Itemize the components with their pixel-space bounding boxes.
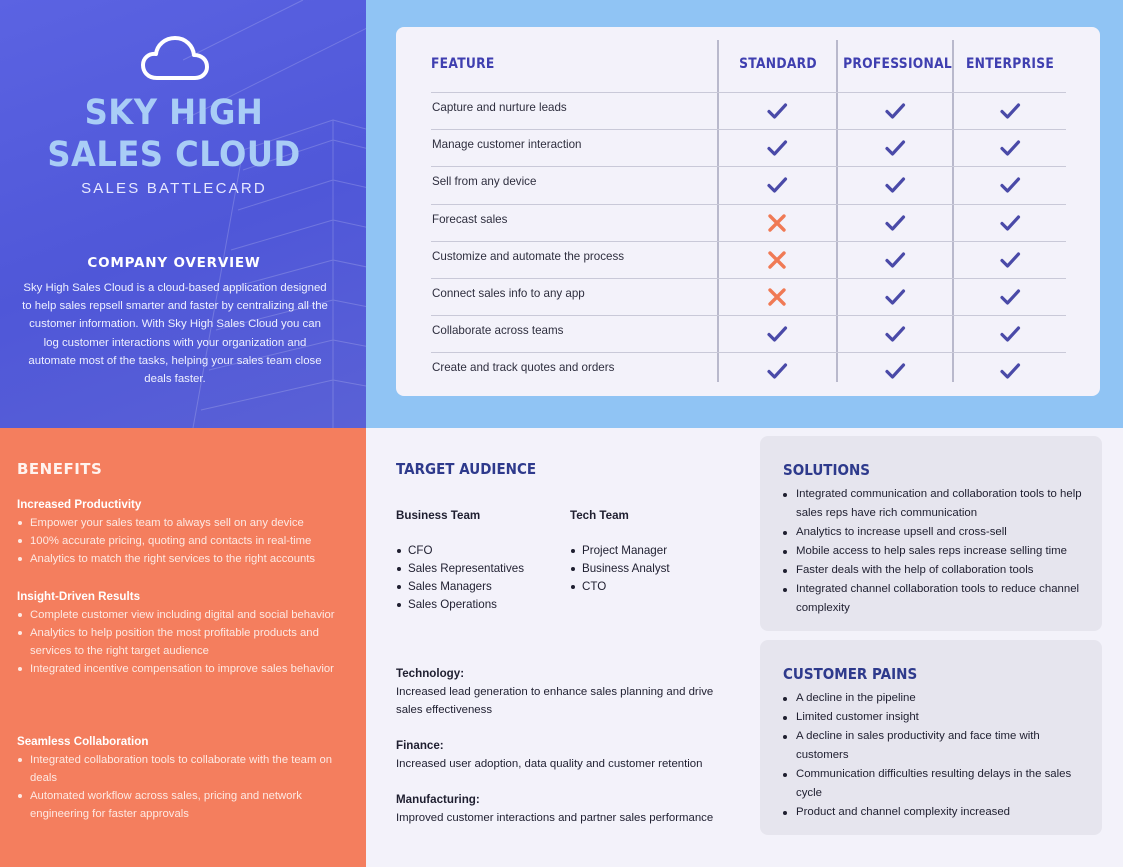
header-standard: STANDARD <box>739 56 817 72</box>
check-icon <box>999 360 1021 382</box>
cross-icon <box>766 212 788 234</box>
list-item: Automated workflow across sales, pricing and network engineering for faster approvals <box>17 787 347 823</box>
check-icon <box>999 212 1021 234</box>
list-item: CTO <box>570 578 670 596</box>
feature-label: Manage customer interaction <box>432 138 582 151</box>
list-item: Integrated collaboration tools to collaborate with the team on deals <box>17 751 347 787</box>
customer-pains-heading: CUSTOMER PAINS <box>783 665 918 683</box>
list-item: Sales Managers <box>396 578 524 596</box>
feature-label: Sell from any device <box>432 175 537 188</box>
list-item: Mobile access to help sales reps increase selling time <box>782 542 1087 561</box>
table-row <box>431 241 1066 278</box>
list-item: Integrated incentive compensation to improve sales behavior <box>17 660 347 678</box>
header-professional: PROFESSIONAL <box>843 56 953 72</box>
feature-table <box>0 0 1123 428</box>
check-icon <box>999 174 1021 196</box>
feature-label: Forecast sales <box>432 213 508 226</box>
benefits-panel <box>0 428 366 867</box>
check-icon <box>999 249 1021 271</box>
table-row <box>431 204 1066 241</box>
benefit-group <box>17 735 347 823</box>
check-icon <box>884 286 906 308</box>
feature-label: Connect sales info to any app <box>432 287 585 300</box>
check-icon <box>766 137 788 159</box>
target-audience-heading: TARGET AUDIENCE <box>396 460 537 478</box>
tech-team-title: Tech Team <box>570 509 629 522</box>
industry-text: Improved customer interactions and partner sales performance <box>396 812 714 824</box>
subtitle: SALES BATTLECARD <box>81 180 267 197</box>
list-item: Faster deals with the help of collaboration tools <box>782 561 1087 580</box>
target-audience-panel <box>366 428 760 867</box>
benefit-group <box>17 498 347 568</box>
table-row <box>431 129 1066 166</box>
list-item: Analytics to match the right services to the right accounts <box>17 550 347 568</box>
check-icon <box>766 174 788 196</box>
table-row <box>431 278 1066 315</box>
industry-title: Technology: <box>396 667 465 680</box>
header-enterprise: ENTERPRISE <box>965 56 1055 72</box>
industry-text: Increased user adoption, data quality and customer retention <box>396 758 703 770</box>
feature-label: Customize and automate the process <box>432 250 625 263</box>
company-overview-text: Sky High Sales Cloud is a cloud-based application designed to help sales repsell smarter and faster by centralizing all the customer information. With Sky High Sales Cloud you can log customer interactions with your organization and automate most of the tasks, helping your sales team close deals faster. <box>22 282 328 386</box>
tech-team-list <box>570 542 670 596</box>
feature-label: Create and track quotes and orders <box>432 361 615 374</box>
industry-finance <box>396 739 741 773</box>
benefits-heading: BENEFITS <box>17 460 103 478</box>
industry-manufacturing <box>396 793 741 827</box>
list-item: Communication difficulties resulting delays in the sales cycle <box>782 765 1087 803</box>
industry-technology <box>396 667 741 719</box>
list-item: Integrated communication and collaboration tools to help sales reps have rich communication <box>782 485 1087 523</box>
header-feature: FEATURE <box>431 56 495 72</box>
list-item: A decline in sales productivity and face time with customers <box>782 727 1087 765</box>
check-icon <box>884 249 906 271</box>
table-row <box>431 315 1066 352</box>
business-team-title: Business Team <box>396 509 481 522</box>
benefit-group <box>17 590 347 678</box>
check-icon <box>884 212 906 234</box>
check-icon <box>766 360 788 382</box>
check-icon <box>884 137 906 159</box>
list-item: Analytics to help position the most profitable products and services to the right target audience <box>17 624 347 660</box>
feature-label: Capture and nurture leads <box>432 101 567 114</box>
table-row <box>431 92 1066 129</box>
list-item: Project Manager <box>570 542 670 560</box>
check-icon <box>884 323 906 345</box>
list-item: 100% accurate pricing, quoting and contacts in real-time <box>17 532 347 550</box>
solutions-heading: SOLUTIONS <box>783 461 871 479</box>
business-team-list <box>396 542 524 614</box>
table-row <box>431 166 1066 203</box>
industry-text: Increased lead generation to enhance sales planning and drive sales effectiveness <box>396 686 714 716</box>
benefit-group-title: Insight-Driven Results <box>17 590 141 603</box>
list-item: Sales Representatives <box>396 560 524 578</box>
list-item: Business Analyst <box>570 560 670 578</box>
check-icon <box>999 137 1021 159</box>
check-icon <box>884 360 906 382</box>
benefit-group-title: Increased Productivity <box>17 498 142 511</box>
list-item: Product and channel complexity increased <box>782 803 1087 822</box>
check-icon <box>999 323 1021 345</box>
check-icon <box>999 100 1021 122</box>
table-row <box>431 352 1066 389</box>
industry-title: Manufacturing: <box>396 793 480 806</box>
title-line-1: SKY HIGH <box>84 93 264 133</box>
check-icon <box>766 323 788 345</box>
feature-label: Collaborate across teams <box>432 324 564 337</box>
industry-title: Finance: <box>396 739 444 752</box>
check-icon <box>999 286 1021 308</box>
list-item: Complete customer view including digital and social behavior <box>17 606 347 624</box>
check-icon <box>884 100 906 122</box>
benefit-group-title: Seamless Collaboration <box>17 735 149 748</box>
list-item: A decline in the pipeline <box>782 689 1087 708</box>
cross-icon <box>766 286 788 308</box>
company-overview-heading: COMPANY OVERVIEW <box>87 255 261 271</box>
solutions-box <box>760 436 1102 631</box>
check-icon <box>766 100 788 122</box>
check-icon <box>884 174 906 196</box>
customer-pains-box <box>760 640 1102 835</box>
list-item: CFO <box>396 542 524 560</box>
list-item: Limited customer insight <box>782 708 1087 727</box>
title-line-2: SALES CLOUD <box>47 135 301 175</box>
list-item: Analytics to increase upsell and cross-sell <box>782 523 1087 542</box>
list-item: Sales Operations <box>396 596 524 614</box>
cross-icon <box>766 249 788 271</box>
list-item: Empower your sales team to always sell on any device <box>17 514 347 532</box>
list-item: Integrated channel collaboration tools to reduce channel complexity <box>782 580 1087 618</box>
